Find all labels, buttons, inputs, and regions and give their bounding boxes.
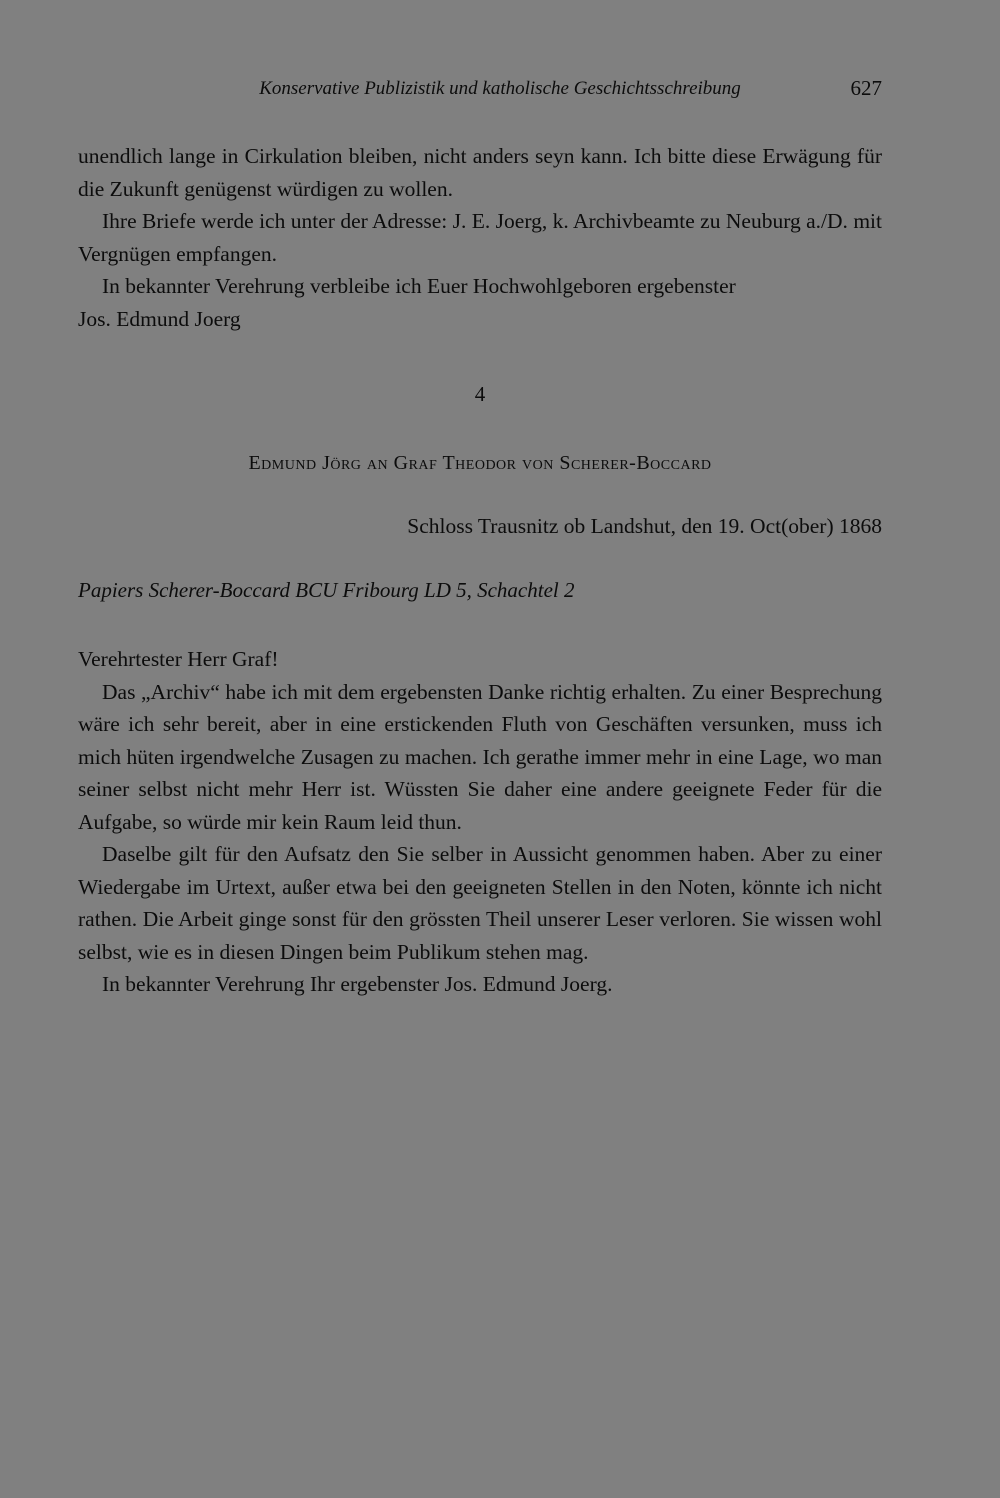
paragraph: Ihre Briefe werde ich unter der Adresse: J. E. Joerg, k. Archivbeamte zu Neuburg a./D. mit Vergnügen empfangen. xyxy=(78,209,882,266)
running-header xyxy=(78,76,882,106)
dateline: Schloss Trausnitz ob Landshut, den 19. Oct(ober) 1868 xyxy=(407,514,882,538)
salutation: Verehrtester Herr Graf! xyxy=(78,647,279,671)
archival-source: Papiers Scherer-Boccard BCU Fribourg LD 5, Schachtel 2 xyxy=(78,578,575,602)
paragraph: Daselbe gilt für den Aufsatz den Sie selber in Aussicht genommen haben. Aber zu einer Wiedergabe im Urtext, außer etwa bei den geeigneten Stellen in den Noten, könnte ich nicht rathen. Die Arbeit ginge sonst für den grössten Theil unserer Leser verloren. Sie wissen wohl selbst, wie es in diesen Dingen beim Publikum stehen mag. xyxy=(78,842,882,964)
letter-number: 4 xyxy=(474,382,486,406)
paragraph: Das „Archiv“ habe ich mit dem ergebensten Danke richtig erhalten. Zu einer Besprechung wäre ich sehr bereit, aber in eine erstickenden Fluth von Geschäften versunken, muss ich mich hüten irgendwelche Zusagen zu machen. Ich gerathe immer mehr in eine Lage, wo man seiner selbst nicht mehr Herr ist. Wüssten Sie daher eine andere geeignete Feder für die Aufgabe, so würde mir kein Raum leid thun. xyxy=(78,679,882,834)
letter-heading: Edmund Jörg an Graf Theodor von Scherer-Boccard xyxy=(248,452,712,474)
continued-letter-text xyxy=(78,140,882,335)
signature-line: Jos. Edmund Joerg xyxy=(78,306,241,331)
paragraph: unendlich lange in Cirkulation bleiben, nicht anders seyn kann. Ich bitte diese Erwägung für die Zukunft genügenst würdigen zu wollen. xyxy=(78,144,882,201)
closing-paragraph: In bekannter Verehrung Ihr ergebenster Jos. Edmund Joerg. xyxy=(102,972,613,996)
paragraph: In bekannter Verehrung verbleibe ich Euer Hochwohlgeboren ergebenster xyxy=(102,274,736,298)
running-title: Konservative Publizistik und katholische Geschichtsschreibung xyxy=(259,78,741,99)
page-number: 627 xyxy=(850,76,882,100)
letter-body xyxy=(78,643,882,1001)
